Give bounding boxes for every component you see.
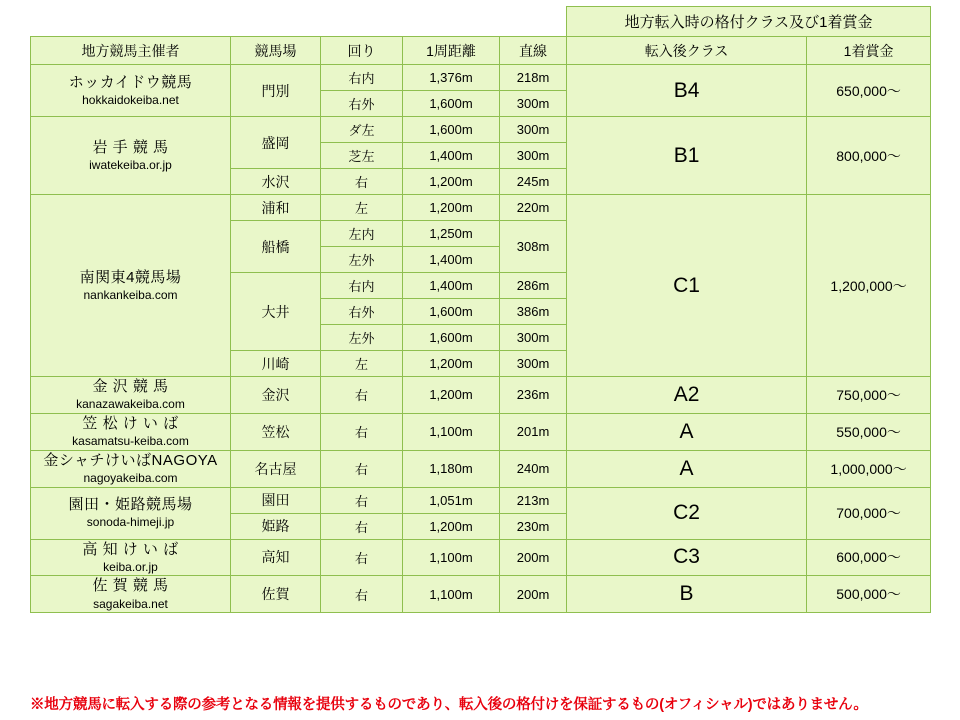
lap-distance-cell: 1,100m: [403, 413, 500, 450]
racecourse-cell: 川崎: [231, 351, 321, 377]
direction-cell: 右: [321, 539, 403, 576]
table-header: [31, 7, 931, 65]
direction-cell: 右: [321, 377, 403, 414]
lap-distance-cell: 1,250m: [403, 221, 500, 247]
lap-distance-cell: 1,200m: [403, 377, 500, 414]
class-after-cell: B: [567, 576, 807, 613]
lap-distance-cell: 1,180m: [403, 450, 500, 487]
organizer-url: nagoyakeiba.com: [83, 470, 178, 485]
col-header-class-after: 転入後クラス: [567, 37, 807, 65]
class-after-cell: C2: [567, 487, 807, 539]
straight-cell: 201m: [500, 413, 567, 450]
racecourse-cell: 佐賀: [231, 576, 321, 613]
horse-racing-class-table: [30, 6, 931, 613]
organizer-cell: [31, 413, 231, 450]
table-row: [31, 487, 931, 513]
col-header-straight: 直線: [500, 37, 567, 65]
class-after-cell: A: [567, 450, 807, 487]
table-row: [31, 377, 931, 414]
class-after-cell: A: [567, 413, 807, 450]
organizer-cell: [31, 539, 231, 576]
table-row: [31, 117, 931, 143]
lap-distance-cell: 1,400m: [403, 273, 500, 299]
organizer-name: 高 知 け い ば: [82, 540, 179, 558]
table-row: [31, 539, 931, 576]
first-prize-cell: 700,000〜: [807, 487, 931, 539]
straight-cell: 245m: [500, 169, 567, 195]
lap-distance-cell: 1,200m: [403, 513, 500, 539]
organizer-name: 佐 賀 競 馬: [92, 577, 169, 595]
direction-cell: 右: [321, 576, 403, 613]
straight-cell: 300m: [500, 325, 567, 351]
table-row: [31, 65, 931, 91]
organizer-name: ホッカイドウ競馬: [68, 73, 193, 91]
first-prize-cell: 1,200,000〜: [807, 195, 931, 377]
straight-cell: 200m: [500, 539, 567, 576]
racecourse-cell: 高知: [231, 539, 321, 576]
organizer-name: 岩 手 競 馬: [92, 138, 169, 156]
organizer-cell: [31, 576, 231, 613]
direction-cell: 左外: [321, 247, 403, 273]
straight-cell: 218m: [500, 65, 567, 91]
direction-cell: 右: [321, 487, 403, 513]
direction-cell: 右: [321, 450, 403, 487]
class-after-cell: B1: [567, 117, 807, 195]
col-header-racecourse: 競馬場: [231, 37, 321, 65]
lap-distance-cell: 1,100m: [403, 576, 500, 613]
organizer-url: nankankeiba.com: [83, 287, 178, 302]
organizer-url: kasamatsu-keiba.com: [72, 434, 189, 449]
straight-cell: 213m: [500, 487, 567, 513]
straight-cell: 230m: [500, 513, 567, 539]
first-prize-cell: 650,000〜: [807, 65, 931, 117]
organizer-name: 金シャチけいばNAGOYA: [43, 451, 218, 469]
organizer-name: 笠 松 け い ば: [82, 414, 179, 432]
direction-cell: 左: [321, 351, 403, 377]
direction-cell: 左外: [321, 325, 403, 351]
col-header-lap-distance: 1周距離: [403, 37, 500, 65]
first-prize-cell: 550,000〜: [807, 413, 931, 450]
direction-cell: 右: [321, 513, 403, 539]
col-header-organizer: 地方競馬主催者: [31, 37, 231, 65]
racecourse-cell: 門別: [231, 65, 321, 117]
straight-cell: 240m: [500, 450, 567, 487]
first-prize-cell: 600,000〜: [807, 539, 931, 576]
direction-cell: 右外: [321, 91, 403, 117]
straight-cell: 300m: [500, 143, 567, 169]
lap-distance-cell: 1,400m: [403, 143, 500, 169]
racecourse-cell: 笠松: [231, 413, 321, 450]
direction-cell: ダ左: [321, 117, 403, 143]
first-prize-cell: 800,000〜: [807, 117, 931, 195]
racecourse-cell: 船橋: [231, 221, 321, 273]
table-row: [31, 576, 931, 613]
straight-cell: 308m: [500, 221, 567, 273]
organizer-cell: [31, 450, 231, 487]
direction-cell: 左: [321, 195, 403, 221]
organizer-cell: [31, 487, 231, 539]
racecourse-cell: 水沢: [231, 169, 321, 195]
racecourse-cell: 園田: [231, 487, 321, 513]
first-prize-cell: 1,000,000〜: [807, 450, 931, 487]
organizer-url: iwatekeiba.or.jp: [89, 157, 172, 172]
straight-cell: 300m: [500, 117, 567, 143]
direction-cell: 左内: [321, 221, 403, 247]
col-header-first-prize: 1着賞金: [807, 37, 931, 65]
lap-distance-cell: 1,200m: [403, 195, 500, 221]
table-body: [31, 65, 931, 613]
organizer-url: sagakeiba.net: [93, 596, 168, 611]
organizer-cell: [31, 65, 231, 117]
organizer-url: keiba.or.jp: [103, 559, 158, 574]
lap-distance-cell: 1,600m: [403, 325, 500, 351]
direction-cell: 右内: [321, 273, 403, 299]
lap-distance-cell: 1,600m: [403, 299, 500, 325]
header-row-columns: [31, 37, 931, 65]
lap-distance-cell: 1,200m: [403, 351, 500, 377]
racecourse-cell: 姫路: [231, 513, 321, 539]
lap-distance-cell: 1,376m: [403, 65, 500, 91]
class-after-cell: C3: [567, 539, 807, 576]
straight-cell: 236m: [500, 377, 567, 414]
racecourse-cell: 金沢: [231, 377, 321, 414]
lap-distance-cell: 1,600m: [403, 91, 500, 117]
organizer-cell: [31, 377, 231, 414]
organizer-url: sonoda-himeji.jp: [86, 515, 175, 530]
straight-cell: 286m: [500, 273, 567, 299]
racecourse-cell: 名古屋: [231, 450, 321, 487]
lap-distance-cell: 1,400m: [403, 247, 500, 273]
straight-cell: 300m: [500, 351, 567, 377]
first-prize-cell: 500,000〜: [807, 576, 931, 613]
racecourse-cell: 盛岡: [231, 117, 321, 169]
header-row-group: [31, 7, 931, 37]
col-header-direction: 回り: [321, 37, 403, 65]
straight-cell: 220m: [500, 195, 567, 221]
organizer-cell: [31, 117, 231, 195]
organizer-name: 南関東4競馬場: [79, 268, 182, 286]
direction-cell: 右: [321, 413, 403, 450]
organizer-cell: [31, 195, 231, 377]
first-prize-cell: 750,000〜: [807, 377, 931, 414]
organizer-url: kanazawakeiba.com: [76, 397, 185, 412]
organizer-name: 金 沢 競 馬: [92, 378, 169, 395]
table-row: [31, 195, 931, 221]
class-after-cell: A2: [567, 377, 807, 414]
organizer-name: 園田・姫路競馬場: [68, 496, 193, 514]
straight-cell: 200m: [500, 576, 567, 613]
organizer-url: hokkaidokeiba.net: [82, 92, 179, 107]
straight-cell: 386m: [500, 299, 567, 325]
straight-cell: 300m: [500, 91, 567, 117]
class-after-cell: C1: [567, 195, 807, 377]
table-row: [31, 450, 931, 487]
header-blank-cell: [31, 7, 567, 37]
footnote: ※地方競馬に転入する際の参考となる情報を提供するものであり、転入後の格付けを保証するもの(オフィシャル)ではありません。: [30, 697, 868, 713]
direction-cell: 芝左: [321, 143, 403, 169]
lap-distance-cell: 1,200m: [403, 169, 500, 195]
direction-cell: 右内: [321, 65, 403, 91]
lap-distance-cell: 1,600m: [403, 117, 500, 143]
direction-cell: 右外: [321, 299, 403, 325]
table-row: [31, 413, 931, 450]
racecourse-cell: 大井: [231, 273, 321, 351]
direction-cell: 右: [321, 169, 403, 195]
lap-distance-cell: 1,100m: [403, 539, 500, 576]
racecourse-cell: 浦和: [231, 195, 321, 221]
class-after-cell: B4: [567, 65, 807, 117]
lap-distance-cell: 1,051m: [403, 487, 500, 513]
header-group-title: 地方転入時の格付クラス及び1着賞金: [567, 7, 931, 37]
